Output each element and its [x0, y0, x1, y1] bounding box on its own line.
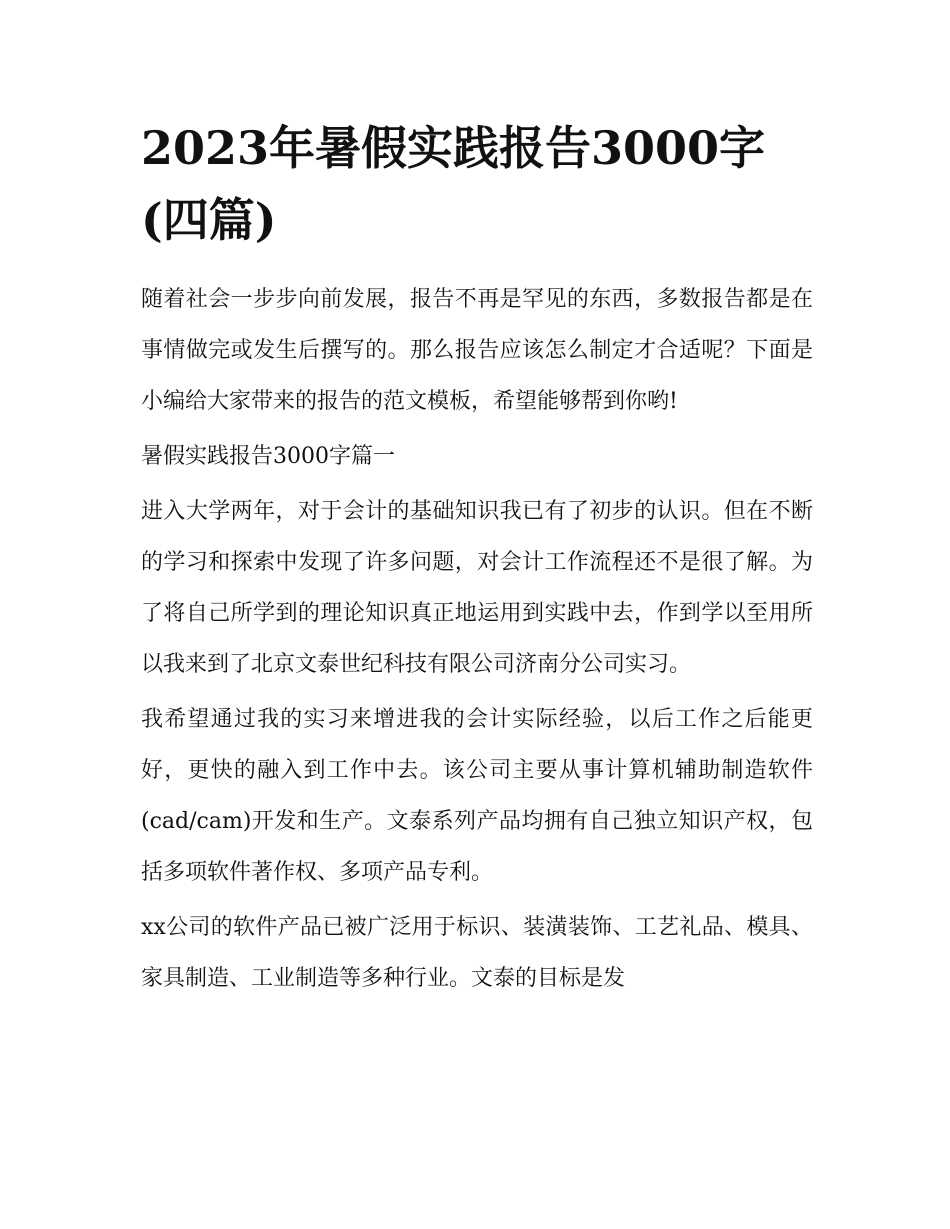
intro-paragraph: 随着社会一步步向前发展，报告不再是罕见的东西，多数报告都是在事情做完或发生后撰写的。那么报告应该怎么制定才合适呢？下面是小编给大家带来的报告的范文模板，希望能够帮到你哟!: [141, 287, 813, 414]
body-paragraph: 我希望通过我的实习来增进我的会计实际经验，以后工作之后能更好，更快的融入到工作中去。该公司主要从事计算机辅助制造软件(cad/cam)开发和生产。文泰系列产品均拥有自己独立知识产权，包括多项软件著作权、多项产品专利。: [141, 707, 813, 885]
body-paragraph: 进入大学两年，对于会计的基础知识我已有了初步的认识。但在不断的学习和探索中发现了许多问题，对会计工作流程还不是很了解。为了将自己所学到的理论知识真正地运用到实践中去，作到学以至用所以我来到了北京文泰世纪科技有限公司济南分公司实习。: [141, 499, 813, 677]
document-page: [141, 112, 813, 1008]
section-heading: 暑假实践报告3000字篇一: [141, 444, 395, 469]
document-title: 2023年暑假实践报告3000字(四篇): [141, 121, 766, 247]
body-paragraph: xx公司的软件产品已被广泛用于标识、装潢装饰、工艺礼品、模具、家具制造、工业制造等多种行业。文泰的目标是发: [141, 915, 813, 991]
